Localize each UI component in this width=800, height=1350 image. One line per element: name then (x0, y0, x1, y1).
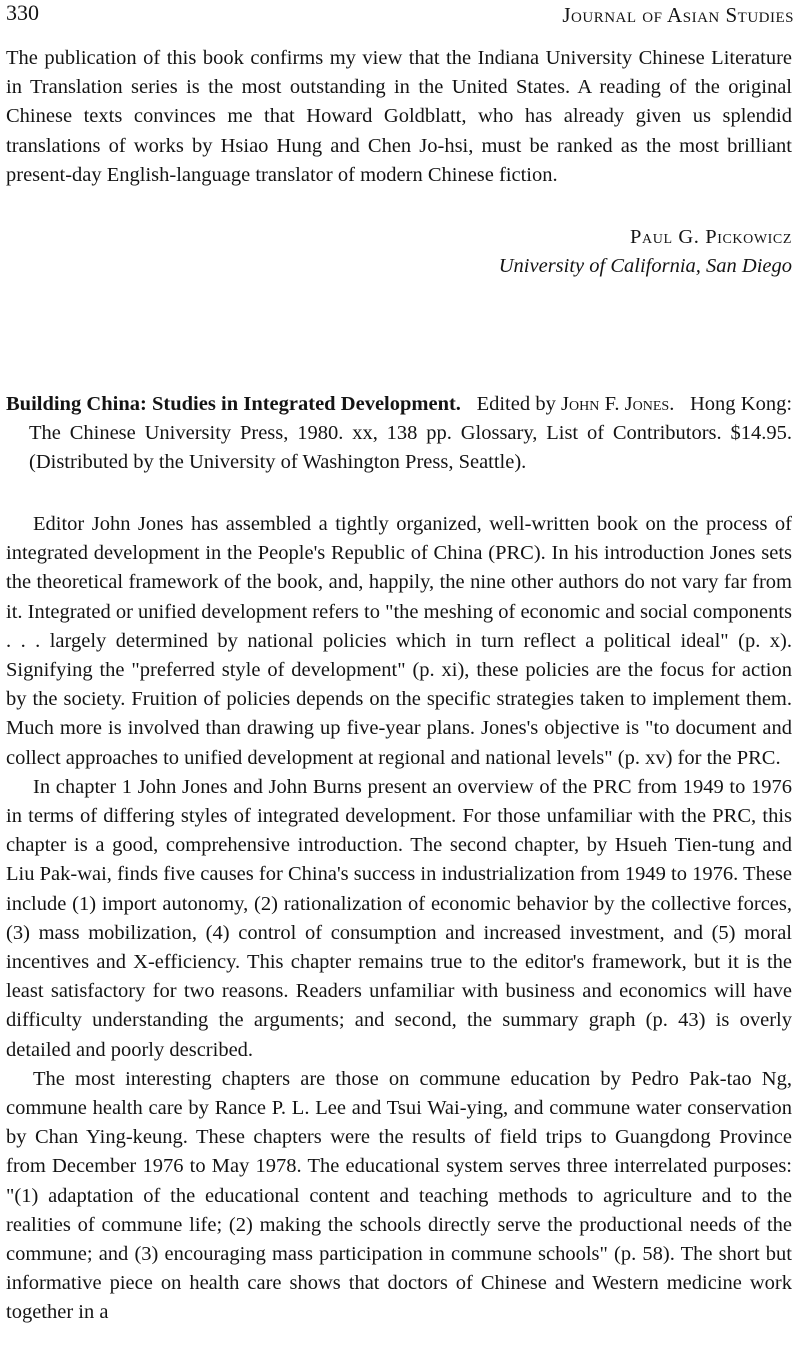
publication-info: Hong Kong: The Chinese University Press, 1980. xx, 138 pp. Glossary, List of Contributors. $14.95. (Distributed by the University of Washington Press, Seattle). (29, 393, 793, 474)
book-citation (6, 390, 792, 478)
reviewer-signature (292, 223, 792, 281)
page-number: 330 (6, 0, 39, 25)
review-body (6, 510, 792, 1328)
reviewer-affiliation: University of California, San Diego (498, 255, 792, 277)
review-paragraph: In chapter 1 John Jones and John Burns present an overview of the PRC from 1949 to 1976 in terms of differing styles of integrated development. For those unfamiliar with the PRC, this chapter is a good, comprehensive introduction. The second chapter, by Hsueh Tien-tung and Liu Pak-wai, finds five causes for China's success in industrialization from 1949 to 1976. These include (1) import autonomy, (2) rationalization of economic behavior by the collective forces, (3) mass mobilization, (4) control of consumption and increased investment, and (5) moral incentives and X-efficiency. This chapter remains true to the editor's framework, but it is the least satisfactory for two reasons. Readers unfamiliar with business and economics will have difficulty understanding the arguments; and second, the summary graph (p. 43) is overly detailed and poorly described. (6, 775, 792, 1061)
reviewer-name: Paul G. Pickowicz (630, 226, 792, 248)
review-paragraph: The most interesting chapters are those on commune education by Pedro Pak-tao Ng, commune health care by Rance P. L. Lee and Tsui Wai-ying, and commune water conservation by Chan Ying-keung. These chapters were the results of field trips to Guangdong Province from December 1976 to May 1978. The educational system serves three interrelated purposes: "(1) adaptation of the educational content and teaching methods to agriculture and to the realities of commune life; (2) making the schools directly serve the productional needs of the commune; and (3) encouraging mass participation in commune schools" (p. 58). The short but informative piece on health care shows that doctors of Chinese and Western medicine work together in a (6, 1067, 792, 1324)
running-head: Journal of Asian Studies (562, 3, 794, 27)
book-editor: John F. Jones. (561, 393, 675, 415)
previous-review-closing-paragraph: The publication of this book confirms my view that the Indiana University Chinese Literature in Translation series is the most outstanding in the United States. A reading of the original Chinese texts convinces me that Howard Goldblatt, who has already given us splendid translations of works by Hsiao Hung and Chen Jo-hsi, must be ranked as the most brilliant present-day English-language translator of modern Chinese fiction. (6, 47, 792, 186)
edited-by-label: Edited by (476, 393, 556, 415)
book-title: Building China: Studies in Integrated Development. (6, 393, 461, 415)
review-paragraph: Editor John Jones has assembled a tightly organized, well-written book on the process of integrated development in the People's Republic of China (PRC). In his introduction Jones sets the theoretical framework of the book, and, happily, the nine other authors do not vary far from it. Integrated or unified development refers to "the meshing of economic and social components . . . largely determined by national policies which in turn reflect a political ideal" (p. x). Signifying the "preferred style of development" (p. xi), these policies are the focus for action by the society. Fruition of policies depends on the specific strategies taken to implement them. Much more is involved than drawing up five-year plans. Jones's objective is "to document and collect approaches to unified development at regional and national levels" (p. xv) for the PRC. (6, 513, 792, 769)
